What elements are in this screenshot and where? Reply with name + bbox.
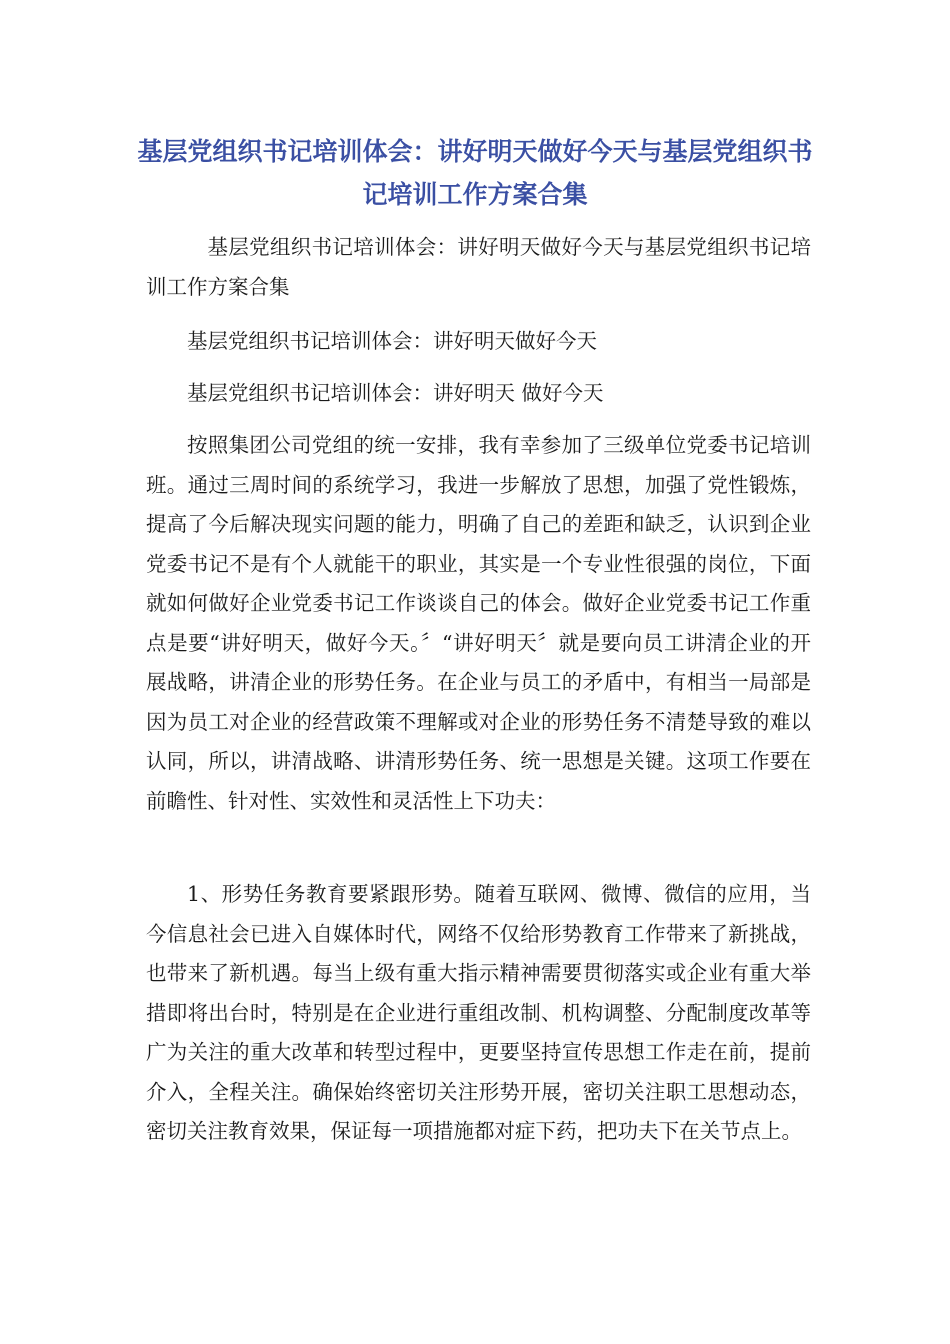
body-paragraph-2: 1、形势任务教育要紧跟形势。随着互联网、微博、微信的应用，当今信息社会已进入自媒体时代，网络不仅给形势教育工作带来了新挑战，也带来了新机遇。每当上级有重大指示精神需要贯彻落实或企业有重大举措即将出台时，特别是在企业进行重组改制、机构调整、分配制度改革等广为关注的重大改革和转型过程中，更要坚持宣传思想工作走在前，提前介入，全程关注。确保始终密切关注形势开展，密切关注职工思想动态，密切关注教育效果，保证每一项措施都对症下药，把功夫下在关节点上。: [146, 882, 811, 1143]
document-title: 基层党组织书记培训体会：讲好明天做好今天与基层党组织书记培训工作方案合集: [137, 137, 813, 209]
subtitle-line-2: 基层党组织书记培训体会：讲好明天 做好今天: [187, 381, 604, 405]
lead-paragraph: 基层党组织书记培训体会：讲好明天做好今天与基层党组织书记培训工作方案合集: [146, 235, 811, 299]
body-paragraph-1: 按照集团公司党组的统一安排，我有幸参加了三级单位党委书记培训班。通过三周时间的系统学习，我进一步解放了思想，加强了党性锻炼，提高了今后解决现实问题的能力，明确了自己的差距和缺乏，认识到企业党委书记不是有个人就能干的职业，其实是一个专业性很强的岗位，下面就如何做好企业党委书记工作谈谈自己的体会。做好企业党委书记工作重点是要“讲好明天，做好今天。〞“讲好明天〞就是要向员工讲清企业的开展战略，讲清企业的形势任务。在企业与员工的矛盾中，有相当一局部是因为员工对企业的经营政策不理解或对企业的形势任务不清楚导致的难以认同，所以，讲清战略、讲清形势任务、统一思想是关键。这项工作要在前瞻性、针对性、实效性和灵活性上下功夫：: [146, 433, 811, 813]
subtitle-line-1: 基层党组织书记培训体会：讲好明天做好今天: [187, 329, 597, 353]
